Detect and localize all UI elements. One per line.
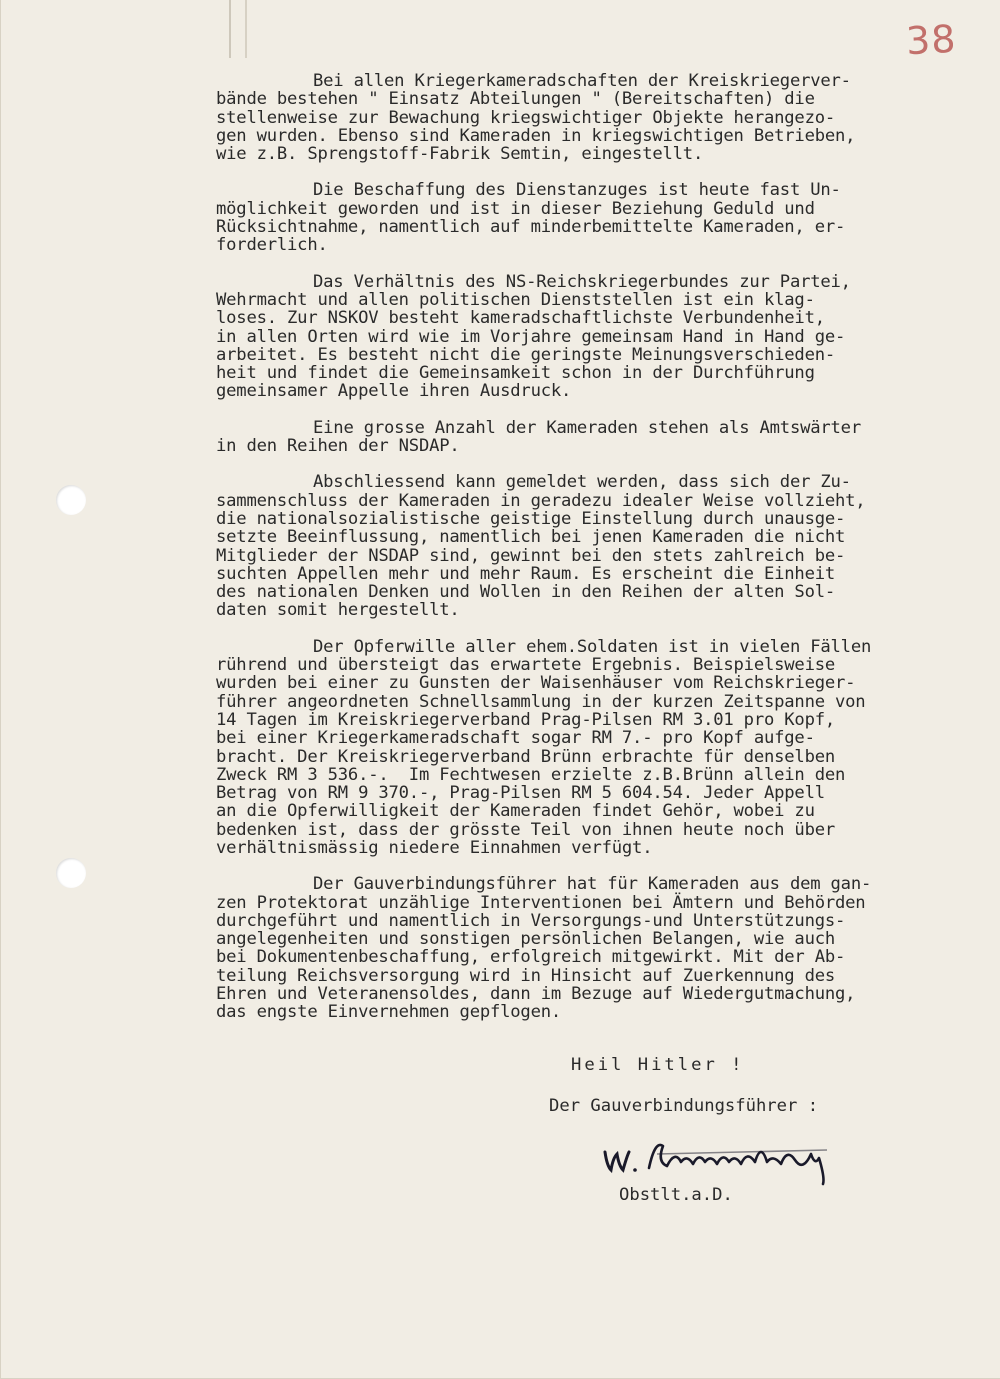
- signatory-role: Der Gauverbindungsführer :: [549, 1096, 819, 1116]
- text-line: 14 Tagen im Kreiskriegerverband Prag-Pilsen RM 3.01 pro Kopf,: [216, 709, 836, 730]
- text-line: Mitglieder der NSDAP sind, gewinnt bei den stets zahlreich be-: [216, 545, 846, 566]
- paragraph: [216, 72, 976, 163]
- text-line: rührend und übersteigt das erwartete Ergebnis. Beispielsweise: [216, 655, 836, 676]
- text-line: Wehrmacht und allen politischen Dienststellen ist ein klag-: [216, 289, 815, 310]
- letter-body: [216, 72, 976, 1040]
- text-line: die nationalsozialistische geistige Einstellung durch unausge-: [216, 508, 846, 529]
- text-line: zen Protektorat unzählige Interventionen bei Ämtern und Behörden: [216, 892, 866, 913]
- text-line: setzte Beeinflussung, namentlich bei jenen Kameraden die nicht: [216, 527, 846, 548]
- text-line: angelegenheiten und sonstigen persönlichen Belangen, wie auch: [216, 929, 836, 950]
- punch-hole-icon: [56, 485, 86, 515]
- paragraph: [216, 875, 976, 1021]
- text-line: bedenken ist, dass der grösste Teil von ihnen heute noch über: [216, 819, 836, 840]
- paragraph: [216, 273, 976, 401]
- text-line: des nationalen Denken und Wollen in den Reihen der alten Sol-: [216, 582, 836, 603]
- paragraph: [216, 473, 976, 619]
- text-line: Ehren und Veteranensoldes, dann im Bezuge auf Wiedergutmachung,: [216, 984, 856, 1005]
- text-line: teilung Reichsversorgung wird in Hinsicht auf Zuerkennung des: [216, 965, 836, 986]
- signatory-rank: Obstlt.a.D.: [619, 1185, 733, 1205]
- text-line: Zweck RM 3 536.-. Im Fechtwesen erzielte z.B.Brünn allein den: [216, 764, 846, 785]
- staple-mark: [229, 0, 247, 58]
- text-line: Der Gauverbindungsführer hat für Kameraden aus dem gan-: [313, 874, 872, 895]
- text-line: Die Beschaffung des Dienstanzuges ist heute fast Un-: [313, 180, 841, 201]
- text-line: gemeinsamer Appelle ihren Ausdruck.: [216, 381, 572, 402]
- text-line: forderlich.: [216, 235, 328, 256]
- handwritten-signature: [597, 1132, 847, 1187]
- text-line: in den Reihen der NSDAP.: [216, 436, 460, 457]
- text-line: bei Dokumentenbeschaffung, erfolgreich mitgewirkt. Mit der Ab-: [216, 947, 846, 968]
- text-line: stellenweise zur Bewachung kriegswichtiger Objekte herangezo-: [216, 107, 836, 128]
- text-line: wurden bei einer zu Gunsten der Waisenhäuser vom Reichskrieger-: [216, 673, 856, 694]
- text-line: suchten Appellen mehr und mehr Raum. Es erscheint die Einheit: [216, 563, 836, 584]
- text-line: in allen Orten wird wie im Vorjahre gemeinsam Hand in Hand ge-: [216, 326, 846, 347]
- text-line: heit und findet die Gemeinsamkeit schon in der Durchführung: [216, 363, 815, 384]
- text-line: führer angeordneten Schnellsammlung in der kurzen Zeitspanne von: [216, 691, 866, 712]
- salutation: Heil Hitler !: [571, 1055, 745, 1075]
- text-line: durchgeführt und namentlich in Versorgungs-und Unterstützungs-: [216, 910, 846, 931]
- text-line: daten somit hergestellt.: [216, 600, 460, 621]
- text-line: bei einer Kriegerkameradschaft sogar RM 7.- pro Kopf aufge-: [216, 728, 815, 749]
- text-line: arbeitet. Es besteht nicht die geringste Meinungsverschieden-: [216, 344, 836, 365]
- text-line: möglichkeit geworden und ist in dieser Beziehung Geduld und: [216, 198, 815, 219]
- text-line: bracht. Der Kreiskriegerverband Brünn erbrachte für denselben: [216, 746, 836, 767]
- text-line: das engste Einvernehmen gepflogen.: [216, 1002, 562, 1023]
- paragraph: [216, 181, 976, 254]
- paragraph: [216, 419, 976, 456]
- text-line: Abschliessend kann gemeldet werden, dass sich der Zu-: [313, 472, 851, 493]
- text-line: gen wurden. Ebenso sind Kameraden in kriegswichtigen Betrieben,: [216, 125, 856, 146]
- text-line: Der Opferwille aller ehem.Soldaten ist in vielen Fällen: [313, 636, 872, 657]
- text-line: sammenschluss der Kameraden in geradezu idealer Weise vollzieht,: [216, 490, 866, 511]
- text-line: verhältnismässig niedere Einnahmen verfügt.: [216, 837, 653, 858]
- text-line: Betrag von RM 9 370.-, Prag-Pilsen RM 5 604.54. Jeder Appell: [216, 783, 825, 804]
- page-number: 38: [904, 16, 958, 64]
- text-line: Eine grosse Anzahl der Kameraden stehen als Amtswärter: [313, 417, 861, 438]
- text-line: an die Opferwilligkeit der Kameraden findet Gehör, wobei zu: [216, 801, 815, 822]
- text-line: Bei allen Kriegerkameradschaften der Kreiskriegerver-: [313, 71, 851, 91]
- text-line: bände bestehen " Einsatz Abteilungen " (Bereitschaften) die: [216, 89, 815, 110]
- text-line: wie z.B. Sprengstoff-Fabrik Semtin, eingestellt.: [216, 144, 704, 165]
- text-line: Das Verhältnis des NS-Reichskriegerbundes zur Partei,: [313, 271, 851, 292]
- paragraph: [216, 638, 976, 858]
- text-line: loses. Zur NSKOV besteht kameradschaftlichste Verbundenheit,: [216, 308, 825, 329]
- punch-hole-icon: [56, 858, 86, 888]
- text-line: Rücksichtnahme, namentlich auf minderbemittelte Kameraden, er-: [216, 217, 846, 238]
